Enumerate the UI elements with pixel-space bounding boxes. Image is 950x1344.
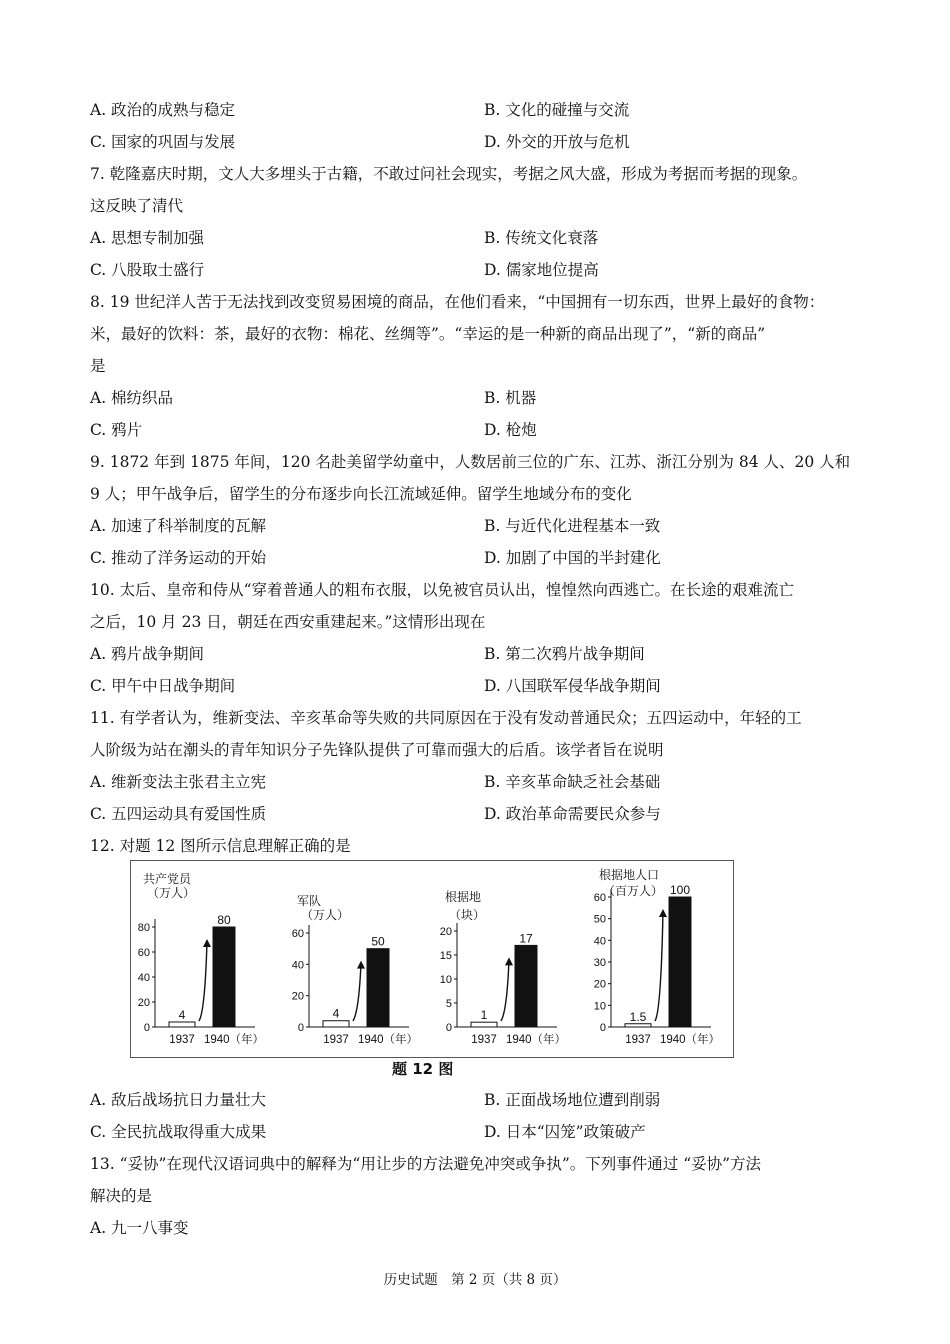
chart-2-x-label-2: 1940（年）: [357, 1034, 419, 1046]
chart-1-bar-2: [213, 927, 235, 1027]
q10-option-b: B. 第二次鸦片战争期间: [484, 645, 645, 663]
q8-stem-line3: 是: [90, 357, 106, 375]
chart-4-bar-2: [669, 897, 691, 1027]
q11-option-b: B. 辛亥革命缺乏社会基础: [484, 773, 661, 791]
q11-option-c: C. 五四运动具有爱国性质: [90, 805, 267, 823]
q11-stem-line2: 人阶级为站在潮头的青年知识分子先锋队提供了可靠而强大的后盾。该学者旨在说明: [90, 741, 664, 759]
q12-option-c: C. 全民抗战取得重大成果: [90, 1123, 267, 1141]
chart-4-title: 根据地人口: [599, 868, 660, 882]
q7-option-c: C. 八股取士盛行: [90, 261, 205, 279]
q8-option-b: B. 机器: [484, 389, 537, 407]
chart-3-ytick-label: 15: [439, 950, 452, 962]
chart-4-ytick-label: 40: [593, 935, 606, 948]
chart-1-arrowhead: [203, 939, 211, 947]
chart-3-bar-2: [515, 945, 537, 1027]
q13-option-a: A. 九一八事变: [90, 1219, 189, 1237]
chart-2-ytick-label: 60: [291, 928, 304, 940]
chart-1-ytick-label: 60: [137, 947, 150, 959]
chart-1-x-label-2: 1940（年）: [203, 1034, 265, 1046]
chart-3-title-unit: （块）: [449, 908, 486, 922]
chart-4-ytick-label: 30: [593, 957, 606, 969]
chart-2-ytick-label: 40: [291, 959, 304, 972]
chart-2-bar-2: [367, 949, 389, 1027]
q12-option-d: D. 日本“囚笼”政策破产: [484, 1123, 646, 1141]
q12-bar-charts: [131, 861, 733, 1057]
chart-1-title: 共产党员: [143, 872, 192, 886]
chart-2-title-unit: （万人）: [301, 908, 350, 922]
q6-option-b: B. 文化的碰撞与交流: [484, 101, 630, 119]
page-footer: 历史试题 第 2 页（共 8 页）: [383, 1272, 567, 1288]
q8-option-d: D. 枪炮: [484, 421, 537, 439]
q7-option-d: D. 儒家地位提高: [484, 261, 599, 279]
q9-option-c: C. 推动了洋务运动的开始: [90, 549, 267, 567]
q10-stem-line1: 10. 太后、皇帝和侍从“穿着普通人的粗布衣服，以免被官员认出，惶惶然向西逃亡。在长途的艰难流亡: [90, 581, 795, 599]
q8-stem-line1: 8. 19 世纪洋人苦于无法找到改变贸易困境的商品，在他们看来，“中国拥有一切东西，世界上最好的食物：: [90, 293, 825, 311]
q7-stem-line1: 7. 乾隆嘉庆时期，文人大多埋头于古籍，不敢过问社会现实，考据之风大盛，形成为考据而考据的现象。: [90, 165, 808, 183]
chart-2-ytick-label: 20: [291, 990, 304, 1003]
q11-option-a: A. 维新变法主张君主立宪: [90, 773, 267, 791]
q9-option-a: A. 加速了科举制度的瓦解: [90, 517, 267, 535]
q9-option-b: B. 与近代化进程基本一致: [484, 517, 661, 535]
q12-option-a: A. 敌后战场抗日力量壮大: [90, 1091, 267, 1109]
chart-4-arrowhead: [659, 909, 667, 917]
q8-stem-line2: 米，最好的饮料：茶，最好的衣物：棉花、丝绸等”。“幸运的是一种新的商品出现了”，“新的商品”: [90, 325, 766, 343]
chart-3-ytick-label: 20: [439, 926, 452, 938]
chart-4-bar-label-1: 1.5: [629, 1009, 647, 1024]
chart-2-growth-arrow: [353, 963, 361, 1021]
q9-stem-line1: 9. 1872 年到 1875 年间，120 名赴美留学幼童中，人数居前三位的广东、江苏、浙江分别为 84 人、20 人和: [90, 453, 851, 471]
chart-1-ytick-label: 40: [137, 972, 150, 984]
q7-stem-line2: 这反映了清代: [90, 197, 184, 215]
chart-4-ytick-label: 50: [593, 913, 606, 926]
q8-option-a: A. 棉纺织品: [90, 389, 174, 407]
chart-3-ytick-label: 10: [439, 974, 452, 986]
chart-1-ytick-label: 80: [137, 922, 150, 934]
chart-4-ytick-label: 20: [593, 978, 606, 991]
chart-4-ytick-label: 10: [593, 1000, 606, 1013]
chart-3-ytick-label: 5: [445, 998, 452, 1010]
chart-4-ytick-label: 60: [593, 892, 606, 904]
chart-3-bar-label-2: 17: [519, 931, 533, 946]
q12-option-b: B. 正面战场地位遭到削弱: [484, 1091, 661, 1109]
chart-1-title-unit: （万人）: [147, 886, 196, 900]
chart-1-ytick-label: 0: [143, 1022, 150, 1034]
q10-option-c: C. 甲午中日战争期间: [90, 677, 236, 695]
chart-4-x-label-1: 1937: [625, 1034, 651, 1046]
chart-4-bar-label-2: 100: [669, 883, 691, 897]
chart-2-title: 军队: [297, 894, 322, 908]
chart-3-growth-arrow: [501, 959, 509, 1021]
chart-1-bar-1: [169, 1022, 195, 1027]
q9-option-d: D. 加剧了中国的半封建化: [484, 549, 661, 567]
q9-stem-line2: 9 人；甲午战争后，留学生的分布逐步向长江流域延伸。留学生地域分布的变化: [90, 485, 632, 503]
chart-4-growth-arrow: [655, 911, 663, 1021]
q11-option-d: D. 政治革命需要民众参与: [484, 805, 661, 823]
q7-option-b: B. 传统文化衰落: [484, 229, 599, 247]
q6-option-d: D. 外交的开放与危机: [484, 133, 630, 151]
chart-2-x-label-1: 1937: [323, 1034, 349, 1046]
chart-3-ytick-label: 0: [445, 1022, 452, 1034]
q10-option-a: A. 鸦片战争期间: [90, 645, 205, 663]
chart-1-x-label-1: 1937: [169, 1034, 195, 1046]
chart-1-ytick-label: 20: [137, 997, 150, 1009]
q13-stem-line2: 解决的是: [90, 1187, 153, 1205]
q12-figure: [130, 860, 734, 1058]
q8-option-c: C. 鸦片: [90, 421, 143, 439]
chart-2-ytick-label: 0: [297, 1022, 304, 1034]
chart-3-bar-1: [471, 1022, 497, 1027]
q11-stem-line1: 11. 有学者认为，维新变法、辛亥革命等失败的共同原因在于没有发动普通民众；五四运动中，年轻的工: [90, 709, 802, 727]
q10-stem-line2: 之后，10 月 23 日，朝廷在西安重建起来。”这情形出现在: [90, 613, 486, 631]
chart-4-ytick-label: 0: [599, 1022, 606, 1034]
chart-3-arrowhead: [505, 957, 513, 965]
chart-4-bar-1: [625, 1024, 651, 1027]
chart-3-x-label-2: 1940（年）: [505, 1034, 567, 1046]
chart-2-arrowhead: [357, 961, 365, 969]
q6-option-a: A. 政治的成熟与稳定: [90, 101, 236, 119]
chart-2-bar-label-2: 50: [371, 934, 385, 949]
figure-caption: 题 12 图: [392, 1060, 454, 1078]
q13-stem-line1: 13. “妥协”在现代汉语词典中的解释为“用让步的方法避免冲突或争执”。下列事件通过 “妥协”方法: [90, 1155, 762, 1173]
chart-3-title: 根据地: [445, 890, 482, 904]
chart-1-bar-label-1: 4: [178, 1008, 186, 1022]
q12-stem: 12. 对题 12 图所示信息理解正确的是: [90, 837, 351, 855]
chart-2-bar-1: [323, 1021, 349, 1027]
q10-option-d: D. 八国联军侵华战争期间: [484, 677, 661, 695]
chart-4-x-label-2: 1940（年）: [659, 1034, 721, 1046]
q6-option-c: C. 国家的巩固与发展: [90, 133, 236, 151]
chart-1-bar-label-2: 80: [217, 913, 231, 927]
chart-2-bar-label-1: 4: [332, 1006, 340, 1021]
q7-option-a: A. 思想专制加强: [90, 229, 205, 247]
chart-3-bar-label-1: 1: [480, 1008, 488, 1023]
chart-1-growth-arrow: [199, 941, 207, 1021]
chart-4-title-unit: （百万人）: [603, 884, 664, 898]
chart-3-x-label-1: 1937: [471, 1034, 497, 1046]
